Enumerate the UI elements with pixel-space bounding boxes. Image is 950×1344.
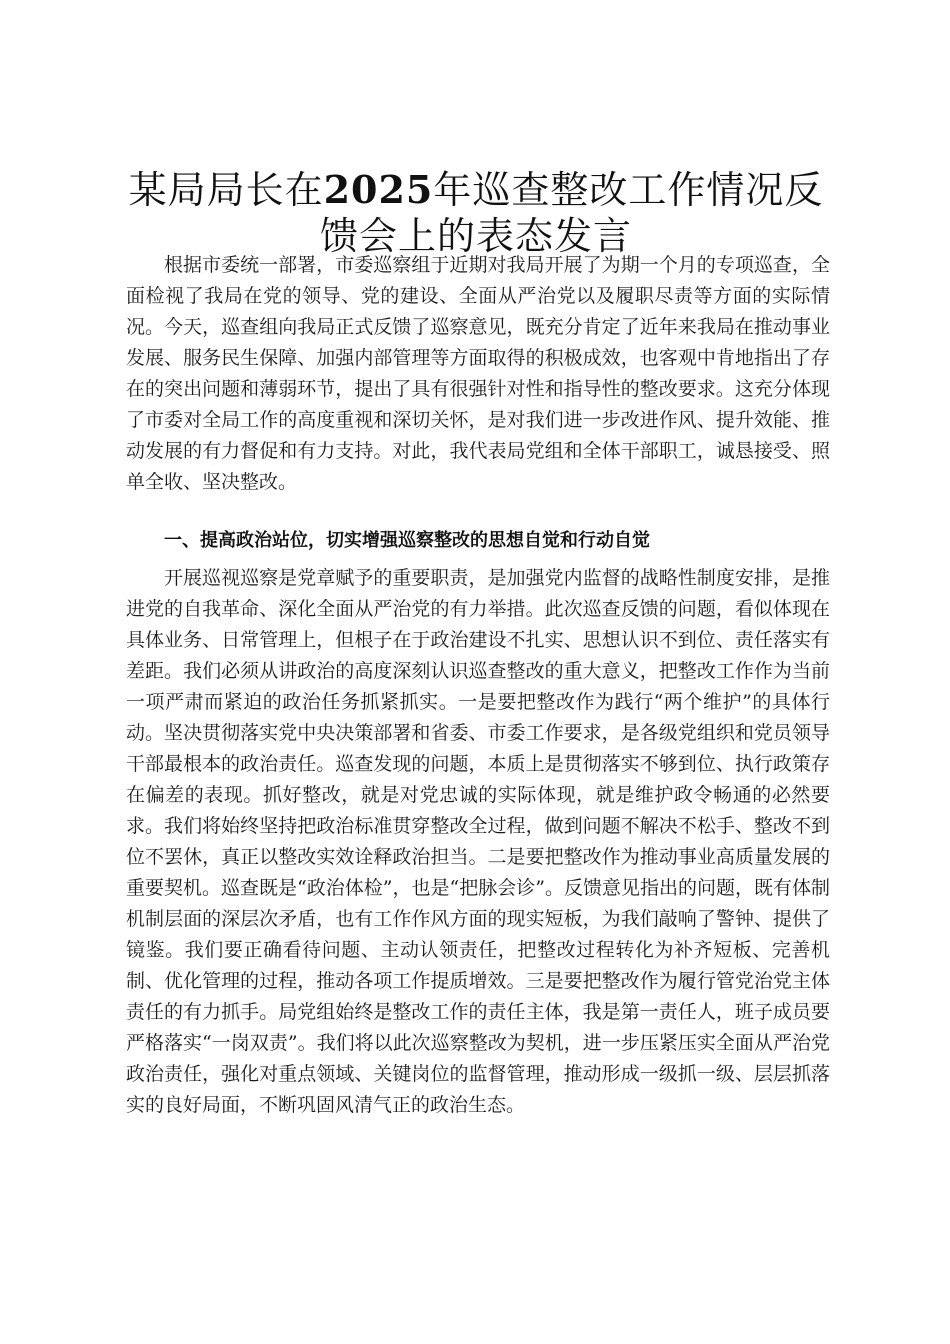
title-year: 2025 [323, 167, 434, 212]
title-prefix: 某局局长在 [128, 168, 324, 212]
section-heading-1: 一、提高政治站位，切实增强巡察整改的思想自觉和行动自觉 [164, 530, 650, 551]
page-title [120, 167, 832, 259]
title-suffix: 年巡查整改工作情况反馈会上的表态发言 [319, 168, 824, 258]
intro-paragraph: 根据市委统一部署，市委巡察组于近期对我局开展了为期一个月的专项巡查，全面检视了我局在党的领导、党的建设、全面从严治党以及履职尽责等方面的实际情况。今天，巡查组向我局正式反馈了巡察意见，既充分肯定了近年来我局在推动事业发展、服务民生保障、加强内部管理等方面取得的积极成效，也客观中肯地指出了存在的突出问题和薄弱环节，提出了具有很强针对性和指导性的整改要求。这充分体现了市委对全局工作的高度重视和深切关怀，是对我们进一步改进作风、提升效能、推动发展的有力督促和有力支持。对此，我代表局党组和全体干部职工，诚恳接受、照单全收、坚决整改。 [126, 254, 830, 493]
section-1-paragraph: 开展巡视巡察是党章赋予的重要职责，是加强党内监督的战略性制度安排，是推进党的自我革命、深化全面从严治党的有力举措。此次巡查反馈的问题，看似体现在具体业务、日常管理上，但根子在于政治建设不扎实、思想认识不到位、责任落实有差距。我们必须从讲政治的高度深刻认识巡查整改的重大意义，把整改工作作为当前一项严肃而紧迫的政治任务抓紧抓实。一是要把整改作为践行“两个维护”的具体行动。坚决贯彻落实党中央决策部署和省委、市委工作要求，是各级党组织和党员领导干部最根本的政治责任。巡查发现的问题，本质上是贯彻落实不够到位、执行政策存在偏差的表现。抓好整改，就是对党忠诚的实际体现，就是维护政令畅通的必然要求。我们将始终坚持把政治标准贯穿整改全过程，做到问题不解决不松手、整改不到位不罢休，真正以整改实效诠释政治担当。二是要把整改作为推动事业高质量发展的重要契机。巡查既是“政治体检”，也是“把脉会诊”。反馈意见指出的问题，既有体制机制层面的深层次矛盾，也有工作作风方面的现实短板，为我们敲响了警钟、提供了镜鉴。我们要正确看待问题、主动认领责任，把整改过程转化为补齐短板、完善机制、优化管理的过程，推动各项工作提质增效。三是要把整改作为履行管党治党主体责任的有力抓手。局党组始终是整改工作的责任主体，我是第一责任人，班子成员要严格落实“一岗双责”。我们将以此次巡察整改为契机，进一步压紧压实全面从严治党政治责任，强化对重点领域、关键岗位的监督管理，推动形成一级抓一级、层层抓落实的良好局面，不断巩固风清气正的政治生态。 [126, 567, 830, 1116]
